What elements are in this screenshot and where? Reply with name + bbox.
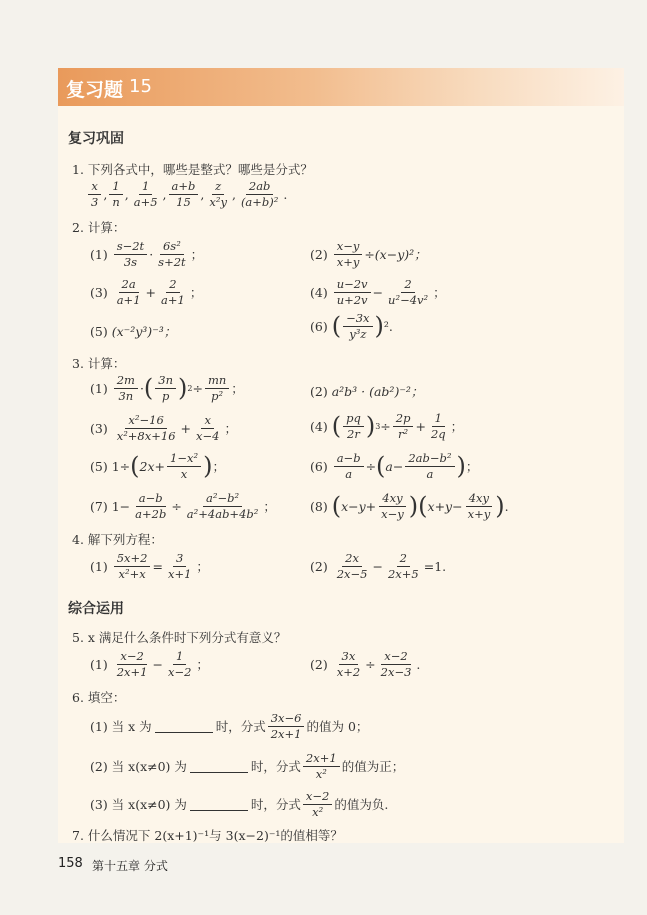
fraction: $\frac{a+b}{15}$ (169, 180, 199, 208)
fraction: $\frac{\text{1−x²}}{x}$ (167, 452, 201, 480)
fraction: $\frac{\text{a²−b²}}{\text{a²+4ab+4b²}}$ (186, 491, 259, 521)
part-label: (6) (310, 318, 328, 334)
fraction: $\frac{3x}{x+2}$ (336, 649, 361, 679)
fraction: $\frac{a-b}{a}$ (334, 452, 364, 480)
part-label: (1) (90, 246, 108, 262)
fraction: $\frac{2a}{a+1}$ (116, 277, 141, 307)
fraction: $\frac{1}{x-2}$ (167, 649, 192, 679)
fraction: $\frac{5x+2}{\text{x²+x}}$ (114, 552, 151, 580)
part-label: (6) (310, 458, 328, 474)
question-2-part-1: (1) $\frac{s-2t}{3s}$ · $\frac{\text{6s²}}{s+2t}$ ； (90, 239, 204, 269)
fraction: $\frac{a-b}{a+2b}$ (135, 491, 167, 521)
question-6-part-3 (90, 790, 388, 818)
expression: 1− (111, 498, 131, 514)
section-review-title: 复习巩固 (68, 131, 124, 147)
question-4: 4. 解下列方程： (72, 532, 163, 547)
fraction: $\frac{2x+1}{\text{x²}}$ (303, 752, 340, 780)
question-3: 3. 计算： (72, 356, 126, 371)
fraction: $\frac{x-2}{2x+1}$ (116, 649, 148, 679)
fraction: $\frac{x}{x-4}$ (196, 413, 220, 443)
question-2: 2. 计算： (72, 220, 126, 235)
question-6-part-2 (90, 752, 404, 780)
fraction: $\frac{1}{2q}$ (430, 411, 446, 441)
question-6-part-1 (90, 712, 368, 740)
fraction: $\frac{\text{2ab−b²}}{a}$ (405, 452, 454, 480)
question-3-part-8: (8) ( x−y+ $\frac{4xy}{x-y}$ ) ( x+y− $\frac{4xy}{x+y}$ ) . (310, 491, 509, 521)
fraction: $\frac{2x}{2x-5}$ (336, 551, 368, 581)
part-label: (2) (310, 246, 328, 262)
expression: 的值为负. (334, 797, 389, 813)
question-2-part-5 (90, 322, 176, 340)
expression: 1÷ (111, 458, 131, 474)
exponent: ². (383, 318, 393, 334)
section-apply-title: 综合运用 (68, 601, 124, 617)
answer-blank[interactable] (190, 798, 248, 811)
answer-blank[interactable] (155, 720, 213, 733)
expression: ÷(x−y)²； (364, 247, 427, 263)
part-label: (8) (310, 498, 328, 514)
chapter-title: 第十五章 分式 (92, 859, 168, 873)
part-label: (1) (90, 380, 108, 396)
fraction: $\frac{1}{n}$ (109, 180, 122, 208)
part-label: (2) (310, 656, 328, 672)
question-4-part-1: (1) $\frac{5x+2}{\text{x²+x}}$ = $\frac{3}{x+1}$ ； (90, 551, 209, 581)
banner-title: 复习题 (66, 79, 124, 101)
fraction: $\frac{4xy}{x+y}$ (467, 491, 491, 521)
fraction: $\frac{-3x}{\text{y³z}}$ (343, 312, 372, 340)
page-number: 158 (58, 856, 83, 871)
fraction: $\frac{x-2}{\text{x²}}$ (303, 790, 332, 818)
part-label: (7) (90, 498, 108, 514)
fraction: $\frac{\text{6s²}}{s+2t}$ (158, 239, 186, 269)
expression: a²b³ · (ab²)⁻²； (331, 384, 424, 399)
question-4-part-2: (2) $\frac{2x}{2x-5}$ − $\frac{2}{2x+5}$ =1. (310, 551, 447, 581)
expression: (x⁻²y³)⁻³； (111, 324, 177, 339)
question-3-part-1: (1) $\frac{2m}{3n}$ · ( $\frac{3n}{p}$ ) 2 ÷ $\frac{mn}{\text{p²}}$ ； (90, 373, 244, 403)
part-label: (2) (310, 383, 328, 399)
question-3-part-4: (4) ( $\frac{pq}{2r}$ ) 3 ÷ $\frac{2p}{\text{r²}}$ + $\frac{1}{2q}$ ； (310, 411, 464, 441)
fraction: $\frac{x-y}{x+y}$ (334, 240, 363, 268)
part-label: (5) (90, 458, 108, 474)
question-7: 7. 什么情况下 2(x+1)⁻¹与 3(x−2)⁻¹的值相等？ (72, 828, 343, 843)
fraction: $\frac{3}{x+1}$ (167, 551, 192, 581)
fraction: $\frac{2}{2x+5}$ (387, 551, 419, 581)
fraction: $\frac{4xy}{x-y}$ (381, 491, 404, 521)
fraction: $\frac{x-2}{2x-3}$ (380, 649, 412, 679)
part-label: (2) (310, 558, 328, 574)
question-5-part-2: (2) $\frac{3x}{x+2}$ ÷ $\frac{x-2}{2x-3}$ . (310, 649, 421, 679)
review-banner (58, 68, 624, 106)
part-label: (5) (90, 323, 108, 339)
expression: (1) 当 x 为 (90, 719, 152, 735)
question-5-part-1: (1) $\frac{x-2}{2x+1}$ − $\frac{1}{x-2}$ ； (90, 649, 209, 679)
expression: 时，分式 (215, 719, 266, 735)
question-3-part-5: (5) 1÷ ( 2x+ $\frac{\text{1−x²}}{x}$ ) ； (90, 451, 225, 481)
expression: (3) 当 x(x≠0) 为 (90, 797, 187, 813)
question-3-part-3: (3) $\frac{\text{x²−16}}{\text{x²+8x+16}}$ + $\frac{x}{x-4}$ ； (90, 413, 237, 443)
fraction: $\frac{\text{x²−16}}{\text{x²+8x+16}}$ (116, 413, 176, 443)
fraction: $\frac{3n}{p}$ (155, 374, 176, 402)
answer-blank[interactable] (190, 760, 248, 773)
fraction: $\frac{x}{3}$ (88, 180, 101, 208)
part-label: (4) (310, 418, 328, 434)
question-2-part-2 (310, 240, 427, 268)
part-label: (1) (90, 558, 108, 574)
expression: 时，分式 (250, 797, 301, 813)
expression: 时，分式 (250, 759, 301, 775)
part-label: (4) (310, 284, 328, 300)
banner-number: 15 (129, 76, 152, 97)
fraction: $\frac{2p}{\text{r²}}$ (393, 412, 414, 440)
expression: (2) 当 x(x≠0) 为 (90, 759, 187, 775)
fraction: $\frac{u-2v}{u+2v}$ (334, 278, 371, 306)
question-2-part-3: (3) $\frac{2a}{a+1}$ + $\frac{2}{a+1}$ ； (90, 277, 203, 307)
fraction: $\frac{2ab}{\text{(a+b)²}}$ (240, 179, 279, 209)
fraction: $\frac{2}{\text{u²−4v²}}$ (388, 277, 429, 307)
fraction: $\frac{2m}{3n}$ (114, 374, 138, 402)
question-3-part-6: (6) $\frac{a-b}{a}$ ÷ ( a− $\frac{\text{2ab−b²}}{a}$ ) ； (310, 451, 479, 481)
expression: 的值为正； (341, 759, 405, 775)
question-3-part-2 (310, 382, 423, 400)
part-label: (1) (90, 656, 108, 672)
question-5: 5. x 满足什么条件时下列分式有意义？ (72, 630, 287, 645)
fraction: $\frac{s-2t}{3s}$ (114, 240, 147, 268)
question-1: 1. 下列各式中，哪些是整式？哪些是分式？ (72, 162, 313, 177)
fraction: $\frac{mn}{\text{p²}}$ (205, 374, 229, 402)
question-3-part-7: (7) 1− $\frac{a-b}{a+2b}$ ÷ $\frac{\text{a²−b²}}{\text{a²+4ab+4b²}}$ ； (90, 491, 276, 521)
fraction: $\frac{2}{a+1}$ (161, 277, 185, 307)
fraction: $\frac{1}{a+5}$ (133, 179, 158, 209)
expression: =1. (423, 558, 447, 574)
part-label: (3) (90, 420, 108, 436)
question-2-part-6: (6) ( $\frac{-3x}{\text{y³z}}$ ) ². (310, 311, 393, 341)
question-1-expressions: $\frac{x}{3}$ , $\frac{1}{n}$ , $\frac{1}{a+5}$ , $\frac{a+b}{15}$ , $\frac{z}{\text{x²y}}$ , $\frac{2ab}{\text{(a+b)²}}$ . (86, 180, 287, 208)
question-6: 6. 填空： (72, 690, 126, 705)
fraction: $\frac{pq}{2r}$ (343, 412, 364, 440)
part-label: (3) (90, 284, 108, 300)
fraction: $\frac{3x-6}{2x+1}$ (268, 712, 305, 740)
fraction: $\frac{z}{\text{x²y}}$ (209, 179, 227, 209)
question-2-part-4: (4) $\frac{u-2v}{u+2v}$ − $\frac{2}{\text{u²−4v²}}$ ； (310, 277, 446, 307)
expression: 的值为 0； (306, 719, 369, 735)
